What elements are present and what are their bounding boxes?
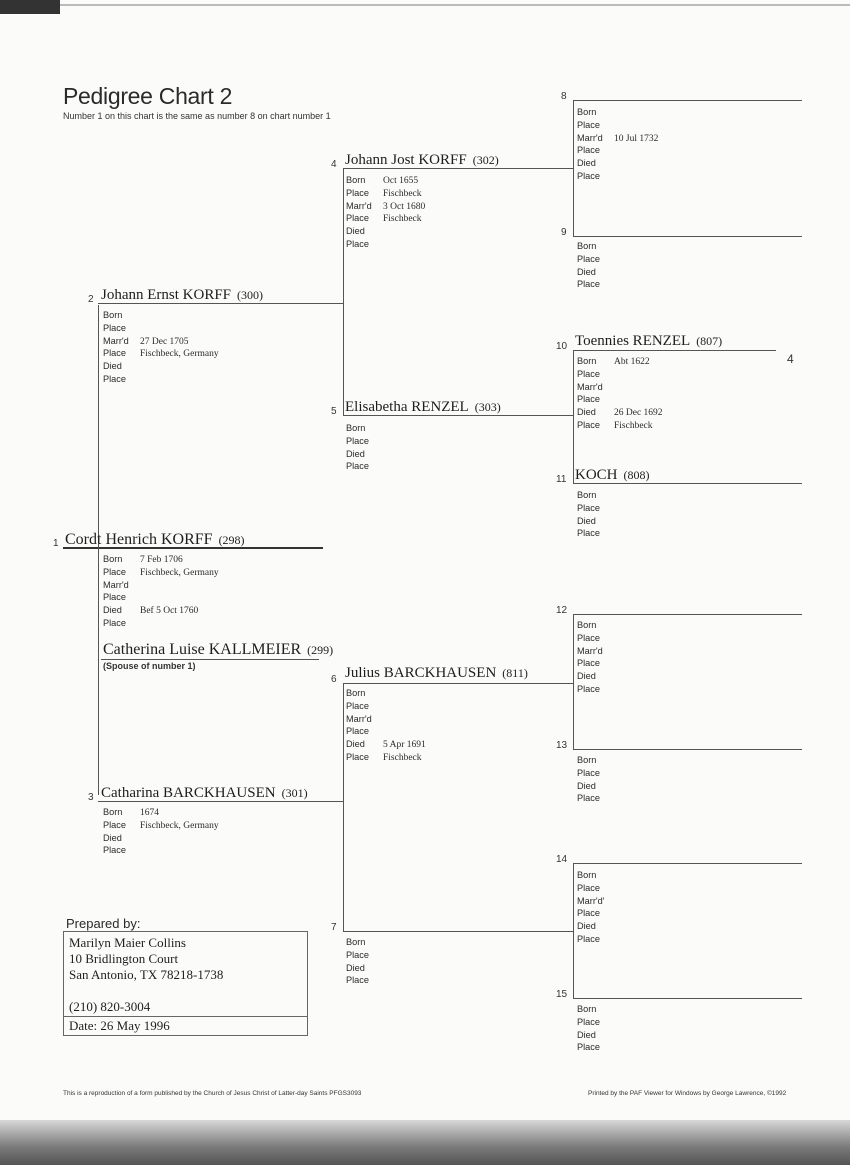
- detail-row: [346, 950, 383, 963]
- detail-label: Died: [103, 361, 122, 372]
- person-details: [346, 688, 426, 765]
- detail-value: 10 Jul 1732: [614, 133, 659, 144]
- person-details: [103, 807, 219, 858]
- detail-label: Died: [577, 780, 596, 791]
- person-number: 11: [556, 474, 567, 485]
- detail-row: [346, 175, 425, 188]
- chart-subtitle: Number 1 on this chart is the same as number 8 on chart number 1: [63, 111, 331, 121]
- person-id: (300): [237, 288, 264, 302]
- person-id: (301): [281, 786, 308, 800]
- detail-row: [577, 781, 614, 794]
- line-p12: [573, 614, 802, 615]
- person-number: 1: [53, 538, 59, 549]
- detail-row: [103, 567, 219, 580]
- line-p5-vert: [573, 350, 574, 483]
- detail-label: Born: [577, 107, 597, 117]
- detail-label: Born: [577, 1004, 597, 1014]
- detail-value: 3 Oct 1680: [383, 201, 426, 212]
- detail-row: [103, 820, 219, 833]
- detail-label: Place: [577, 145, 600, 156]
- detail-value: 27 Dec 1705: [140, 336, 189, 347]
- detail-row: [577, 120, 658, 133]
- chart-title: Pedigree Chart 2: [63, 83, 233, 109]
- detail-label: Place: [346, 213, 369, 224]
- detail-row: [577, 934, 614, 947]
- detail-label: Place: [346, 435, 369, 446]
- person-id: (302): [472, 153, 499, 167]
- detail-label: Place: [103, 617, 126, 628]
- detail-value: 7 Feb 1706: [140, 555, 183, 565]
- detail-row: [577, 158, 658, 171]
- detail-row: [577, 768, 614, 781]
- detail-value: Fischbeck, Germany: [140, 349, 219, 360]
- detail-label: Place: [577, 793, 600, 804]
- detail-label: Place: [577, 394, 600, 405]
- detail-label: Marr'd: [103, 579, 129, 590]
- detail-row: [577, 420, 663, 433]
- person-number: 12: [556, 605, 568, 616]
- detail-label: Born: [577, 490, 597, 500]
- person-number: 13: [556, 740, 568, 751]
- detail-row: [103, 592, 219, 605]
- prep-divider: [64, 1016, 307, 1017]
- person-details: [577, 356, 663, 433]
- person-details: [346, 423, 383, 474]
- detail-row: [103, 374, 219, 387]
- person-name-text: Toennies RENZEL: [575, 333, 691, 349]
- detail-label: Place: [577, 119, 600, 130]
- detail-row: [103, 348, 219, 361]
- person-name: [345, 665, 528, 682]
- detail-label: Died: [346, 962, 365, 973]
- detail-label: Born: [346, 937, 366, 947]
- detail-label: Born: [577, 356, 597, 366]
- person-details: [103, 310, 219, 387]
- detail-row: [577, 516, 614, 529]
- detail-value: Fischbeck, Germany: [140, 567, 219, 578]
- detail-label: Died: [577, 515, 596, 526]
- line-p6-vert: [573, 614, 574, 749]
- detail-label: Place: [103, 592, 126, 603]
- spouse-note: (Spouse of number 1): [103, 661, 196, 671]
- line-p1-vert: [98, 305, 99, 795]
- detail-row: [577, 646, 614, 659]
- person-name: [575, 333, 722, 350]
- detail-row: [577, 356, 663, 369]
- detail-label: Place: [577, 908, 600, 919]
- detail-row: [346, 188, 425, 201]
- line-p7: [343, 931, 573, 932]
- person-number: 4: [331, 159, 337, 170]
- detail-row: [103, 336, 219, 349]
- detail-row: [346, 423, 383, 436]
- preparer-phone: (210) 820-3004: [69, 999, 151, 1014]
- detail-row: [577, 921, 614, 934]
- preparer-date: Date: 26 May 1996: [69, 1018, 170, 1033]
- detail-value: 5 Apr 1691: [383, 740, 426, 751]
- detail-row: [103, 833, 219, 846]
- person-name-text: Johann Ernst KORFF: [101, 287, 232, 303]
- person-number: 2: [88, 294, 94, 305]
- detail-label: Place: [346, 461, 369, 472]
- person-number: 15: [556, 989, 568, 1000]
- detail-label: Died: [103, 832, 122, 843]
- detail-row: [577, 1042, 614, 1055]
- person-details: [577, 870, 614, 947]
- line-p6: [343, 683, 573, 684]
- detail-row: [577, 490, 614, 503]
- person-name: [101, 287, 263, 304]
- detail-label: Place: [346, 238, 369, 249]
- detail-value: Fischbeck: [383, 752, 422, 763]
- detail-row: [103, 845, 219, 858]
- detail-label: Died: [346, 448, 365, 459]
- line-p9: [573, 236, 802, 237]
- line-p4-vert: [573, 100, 574, 236]
- detail-label: Place: [346, 187, 369, 198]
- line-p13: [573, 749, 802, 750]
- detail-row: [577, 241, 614, 254]
- detail-row: [577, 107, 658, 120]
- detail-value: 1674: [140, 808, 159, 818]
- detail-row: [346, 975, 383, 988]
- detail-row: [577, 908, 614, 921]
- detail-row: [577, 896, 614, 909]
- detail-row: [577, 620, 614, 633]
- detail-row: [577, 407, 663, 420]
- detail-label: Born: [577, 241, 597, 251]
- detail-label: Place: [577, 1042, 600, 1053]
- detail-label: Born: [103, 807, 123, 817]
- detail-row: [103, 554, 219, 567]
- detail-value: Abt 1622: [614, 357, 650, 367]
- detail-row: [577, 1017, 614, 1030]
- detail-row: [577, 870, 614, 883]
- detail-label: Place: [103, 322, 126, 333]
- preparer-city: San Antonio, TX 78218-1738: [69, 967, 224, 982]
- scan-edge: [0, 0, 60, 14]
- person-name-text: Cordt Henrich KORFF: [65, 531, 213, 548]
- detail-row: [577, 369, 663, 382]
- person-number: 5: [331, 406, 337, 417]
- detail-row: [577, 793, 614, 806]
- person-number: 9: [561, 227, 567, 238]
- line-p8: [573, 100, 802, 101]
- line-spouse: [101, 659, 319, 660]
- detail-label: Place: [103, 819, 126, 830]
- detail-label: Place: [346, 975, 369, 986]
- detail-label: Place: [577, 279, 600, 290]
- prepared-by-box: [63, 931, 308, 1036]
- person-id: (811): [502, 666, 528, 680]
- detail-row: [346, 701, 426, 714]
- person-name-text: Julius BARCKHAUSEN: [345, 665, 497, 681]
- detail-row: [346, 739, 426, 752]
- person-name-text: Catharina BARCKHAUSEN: [101, 785, 276, 801]
- detail-label: Born: [577, 870, 597, 880]
- detail-row: [346, 213, 425, 226]
- detail-label: Born: [103, 310, 123, 320]
- person-details: [577, 1004, 614, 1055]
- person-name: [345, 152, 499, 169]
- detail-label: Place: [577, 170, 600, 181]
- detail-row: [577, 394, 663, 407]
- person-id: (303): [474, 400, 501, 414]
- detail-row: [103, 361, 219, 374]
- person-number: 8: [561, 91, 567, 102]
- detail-label: Born: [346, 688, 366, 698]
- person-details: [577, 755, 614, 806]
- person-details: [346, 937, 383, 988]
- detail-row: [346, 688, 426, 701]
- detail-label: Marr'd: [103, 335, 129, 346]
- person-id: (808): [623, 468, 650, 482]
- detail-row: [103, 580, 219, 593]
- spouse-name-text: Catherina Luise KALLMEIER: [103, 641, 302, 658]
- scan-edge-line: [60, 4, 850, 6]
- detail-value: Fischbeck: [614, 420, 653, 431]
- footer-left: This is a reproduction of a form published by the Church of Jesus Christ of Latter-day Saints PFGS3093: [63, 1090, 362, 1097]
- detail-label: Place: [346, 751, 369, 762]
- detail-label: Place: [577, 1016, 600, 1027]
- line-p14: [573, 863, 802, 864]
- detail-label: Place: [577, 528, 600, 539]
- continuation-number: 4: [787, 352, 794, 366]
- person-number: 10: [556, 341, 568, 352]
- person-details: [577, 107, 658, 184]
- preparer-street: 10 Bridlington Court: [69, 951, 179, 966]
- detail-row: [577, 658, 614, 671]
- detail-label: Place: [577, 368, 600, 379]
- detail-label: Born: [577, 620, 597, 630]
- detail-label: Place: [346, 700, 369, 711]
- person-name-text: KOCH: [575, 467, 618, 483]
- detail-label: Marr'd: [346, 200, 372, 211]
- person-number: 3: [88, 792, 94, 803]
- detail-row: [346, 714, 426, 727]
- person-number: 6: [331, 674, 337, 685]
- detail-row: [577, 528, 614, 541]
- detail-row: [577, 755, 614, 768]
- detail-row: [577, 503, 614, 516]
- detail-row: [103, 310, 219, 323]
- person-details: [577, 620, 614, 697]
- detail-label: Died: [577, 266, 596, 277]
- detail-row: [577, 254, 614, 267]
- detail-value: Fischbeck: [383, 188, 422, 199]
- detail-row: [577, 133, 658, 146]
- spouse-id: (299): [307, 643, 334, 657]
- detail-label: Place: [577, 419, 600, 430]
- line-p7-vert: [573, 863, 574, 998]
- person-number: 7: [331, 922, 337, 933]
- person-details: [346, 175, 425, 252]
- detail-row: [577, 171, 658, 184]
- person-id: (807): [696, 334, 723, 348]
- detail-label: Marr'd: [577, 132, 603, 143]
- detail-row: [103, 323, 219, 336]
- detail-label: Place: [103, 373, 126, 384]
- detail-row: [346, 201, 425, 214]
- detail-value: 26 Dec 1692: [614, 408, 663, 419]
- detail-value: Bef 5 Oct 1760: [140, 606, 199, 617]
- detail-label: Born: [346, 175, 366, 185]
- detail-label: Died: [577, 158, 596, 169]
- detail-row: [577, 267, 614, 280]
- line-p10: [573, 350, 776, 351]
- detail-value: Oct 1655: [383, 176, 419, 186]
- detail-row: [346, 449, 383, 462]
- detail-label: Place: [577, 933, 600, 944]
- person-name: [575, 467, 650, 484]
- detail-value: Fischbeck: [383, 214, 422, 225]
- detail-label: Place: [577, 502, 600, 513]
- person-number: 14: [556, 854, 568, 865]
- detail-label: Place: [577, 882, 600, 893]
- detail-value: Fischbeck, Germany: [140, 820, 219, 831]
- detail-row: [577, 145, 658, 158]
- scan-edge-bottom: [0, 1120, 850, 1165]
- detail-row: [103, 605, 219, 618]
- person-details: [577, 490, 614, 541]
- detail-label: Died: [103, 605, 122, 616]
- detail-label: Place: [346, 949, 369, 960]
- footer-right: Printed by the PAF Viewer for Windows by George Lawrence, ©1992: [588, 1090, 787, 1097]
- detail-row: [346, 752, 426, 765]
- person-name: [101, 785, 308, 802]
- detail-row: [103, 807, 219, 820]
- person-name-text: Johann Jost KORFF: [345, 152, 467, 168]
- detail-row: [346, 436, 383, 449]
- detail-row: [346, 726, 426, 739]
- person-name: [345, 399, 501, 416]
- detail-row: [577, 671, 614, 684]
- detail-row: [577, 633, 614, 646]
- person-details: [577, 241, 614, 292]
- detail-label: Marr'd: [577, 381, 603, 392]
- detail-label: Place: [103, 348, 126, 359]
- detail-label: Marr'd: [577, 645, 603, 656]
- detail-label: Place: [103, 845, 126, 856]
- detail-label: Died: [577, 407, 596, 418]
- detail-label: Place: [103, 566, 126, 577]
- detail-row: [346, 937, 383, 950]
- detail-label: Died: [577, 1029, 596, 1040]
- line-p3-vert: [343, 683, 344, 931]
- detail-label: Died: [577, 921, 596, 932]
- detail-label: Born: [577, 755, 597, 765]
- detail-label: Place: [577, 658, 600, 669]
- detail-row: [577, 382, 663, 395]
- detail-label: Died: [346, 226, 365, 237]
- detail-row: [577, 1030, 614, 1043]
- detail-label: Marr'd: [346, 713, 372, 724]
- detail-label: Died: [346, 739, 365, 750]
- line-p15: [573, 998, 802, 999]
- detail-label: Born: [103, 554, 123, 564]
- detail-label: Born: [346, 423, 366, 433]
- preparer-name: Marilyn Maier Collins: [69, 935, 186, 950]
- person-id: (298): [218, 533, 245, 547]
- person-name-text: Elisabetha RENZEL: [345, 399, 469, 415]
- person-name: [65, 531, 245, 549]
- detail-row: [577, 279, 614, 292]
- prepared-by-label: Prepared by:: [66, 916, 141, 931]
- detail-row: [346, 963, 383, 976]
- detail-label: Place: [577, 632, 600, 643]
- detail-label: Place: [577, 767, 600, 778]
- person-details: [103, 554, 219, 631]
- detail-label: Place: [577, 253, 600, 264]
- detail-row: [346, 461, 383, 474]
- detail-row: [577, 1004, 614, 1017]
- detail-label: Marr'd': [577, 895, 605, 906]
- spouse-name: [103, 641, 333, 659]
- detail-row: [346, 239, 425, 252]
- detail-row: [103, 618, 219, 631]
- detail-label: Place: [577, 683, 600, 694]
- detail-label: Place: [346, 726, 369, 737]
- detail-row: [577, 883, 614, 896]
- line-p2-vert: [343, 168, 344, 415]
- detail-row: [577, 684, 614, 697]
- detail-label: Died: [577, 671, 596, 682]
- detail-row: [346, 226, 425, 239]
